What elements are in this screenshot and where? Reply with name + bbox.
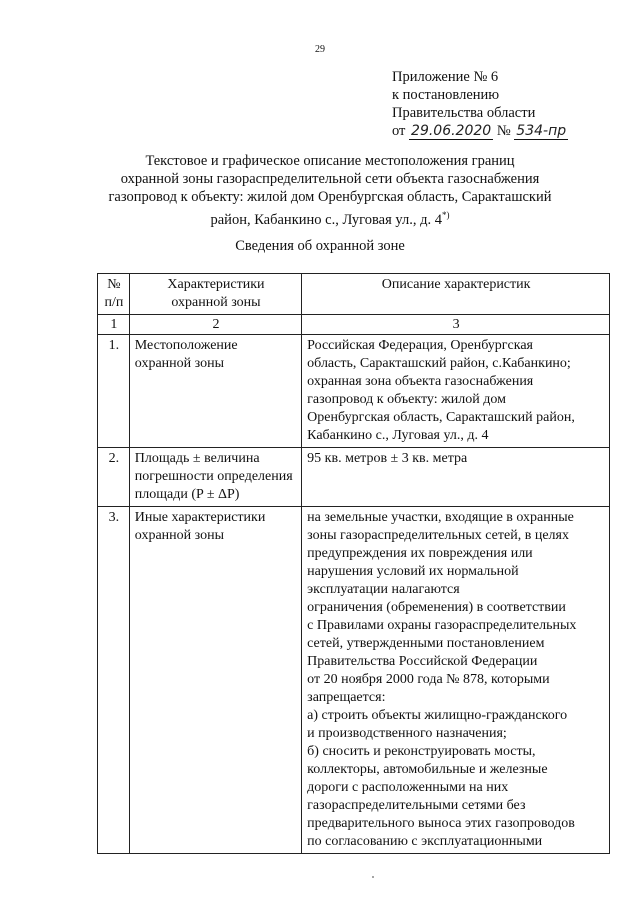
table-row (98, 335, 610, 448)
title-line-2: охранной зоны газораспределительной сети объекта газоснабжения (120, 171, 540, 187)
description-line: ограничения (обременения) в соответствии (307, 600, 566, 615)
handwritten-number: 534-пр (516, 123, 567, 139)
column-number: 2 (129, 315, 301, 335)
date-prefix: от (392, 123, 406, 139)
column-number: 1 (98, 315, 130, 335)
title-line-3: газопровод к объекту: жилой дом Оренбургская область, Саракташский (108, 189, 552, 205)
header-number (98, 274, 130, 315)
row-number: 2. (98, 448, 130, 507)
description-line: а) строить объекты жилищно-гражданского (307, 708, 568, 723)
appendix-line-3: Правительства области (392, 105, 536, 121)
row-description (302, 507, 610, 854)
protection-zone-table (97, 273, 610, 854)
header-characteristic-line-1: Характеристики (167, 277, 265, 292)
description-line: сетей, утвержденными постановлением (307, 636, 545, 651)
header-number-line-1: № (107, 277, 121, 292)
header-number-line-2: п/п (104, 295, 124, 310)
description-line: зоны газораспределительных сетей, в целях (307, 528, 569, 543)
title-line-4 (100, 206, 560, 229)
table-row (98, 507, 610, 854)
page-number: 29 (315, 44, 325, 55)
description-line: область, Саракташский район, с.Кабанкино; (307, 356, 571, 371)
description-line: Российская Федерация, Оренбургская (307, 338, 533, 353)
appendix-date-line (392, 122, 568, 140)
table-row (98, 448, 610, 507)
description-line: запрещается: (307, 690, 386, 705)
column-number: 3 (302, 315, 610, 335)
description-line: Кабанкино с., Луговая ул., д. 4 (307, 428, 489, 443)
row-characteristic: Местоположение охранной зоны (129, 335, 301, 448)
description-line: Оренбургская область, Саракташский район, (307, 410, 575, 425)
row-description (302, 335, 610, 448)
description-line: дороги с расположенными на них (307, 780, 509, 795)
row-characteristic: Площадь ± величина погрешности определения площади (P ± ΔP) (129, 448, 301, 507)
header-characteristic (129, 274, 301, 315)
number-prefix: № (496, 123, 511, 139)
document-title (100, 152, 560, 229)
description-line: охранная зона объекта газоснабжения (307, 374, 534, 389)
description-line: предварительного выноса этих газопроводов (307, 816, 575, 831)
description-line: по согласованию с эксплуатационными (307, 834, 543, 849)
description-line: эксплуатации налагаются (307, 582, 460, 597)
row-description (302, 448, 610, 507)
scan-speck (372, 876, 374, 878)
description-line: газопровод к объекту: жилой дом (307, 392, 506, 407)
description-line: от 20 ноября 2000 года № 878, которыми (307, 672, 550, 687)
description-line: Правительства Российской Федерации (307, 654, 538, 669)
column-number-row (98, 315, 610, 335)
table-header-row (98, 274, 610, 315)
header-description: Описание характеристик (302, 274, 610, 315)
description-line: нарушения условий их нормальной (307, 564, 519, 579)
description-line: б) сносить и реконструировать мосты, (307, 744, 536, 759)
header-characteristic-line-2: охранной зоны (171, 295, 261, 310)
description-line: коллекторы, автомобильные и железные (307, 762, 548, 777)
row-characteristic: Иные характеристики охранной зоны (129, 507, 301, 854)
handwritten-date: 29.06.2020 (411, 123, 492, 139)
description-line: газораспределительными сетями без (307, 798, 526, 813)
row-number: 3. (98, 507, 130, 854)
description-line: предупреждения их повреждения или (307, 546, 533, 561)
title-line-1: Текстовое и графическое описание местоположения границ (145, 153, 515, 169)
footnote-mark: *) (442, 210, 450, 220)
description-line: и производственного назначения; (307, 726, 507, 741)
appendix-line-1: Приложение № 6 (392, 69, 499, 85)
description-line: на земельные участки, входящие в охранные (307, 510, 574, 525)
row-number: 1. (98, 335, 130, 448)
description-line: с Правилами охраны газораспределительных (307, 618, 577, 633)
appendix-block (392, 68, 568, 140)
section-title: Сведения об охранной зоне (235, 238, 405, 254)
description-line: 95 кв. метров ± 3 кв. метра (307, 451, 468, 466)
appendix-line-2: к постановлению (392, 87, 500, 103)
title-line-4-text: район, Кабанкино с., Луговая ул., д. 4 (210, 211, 442, 228)
